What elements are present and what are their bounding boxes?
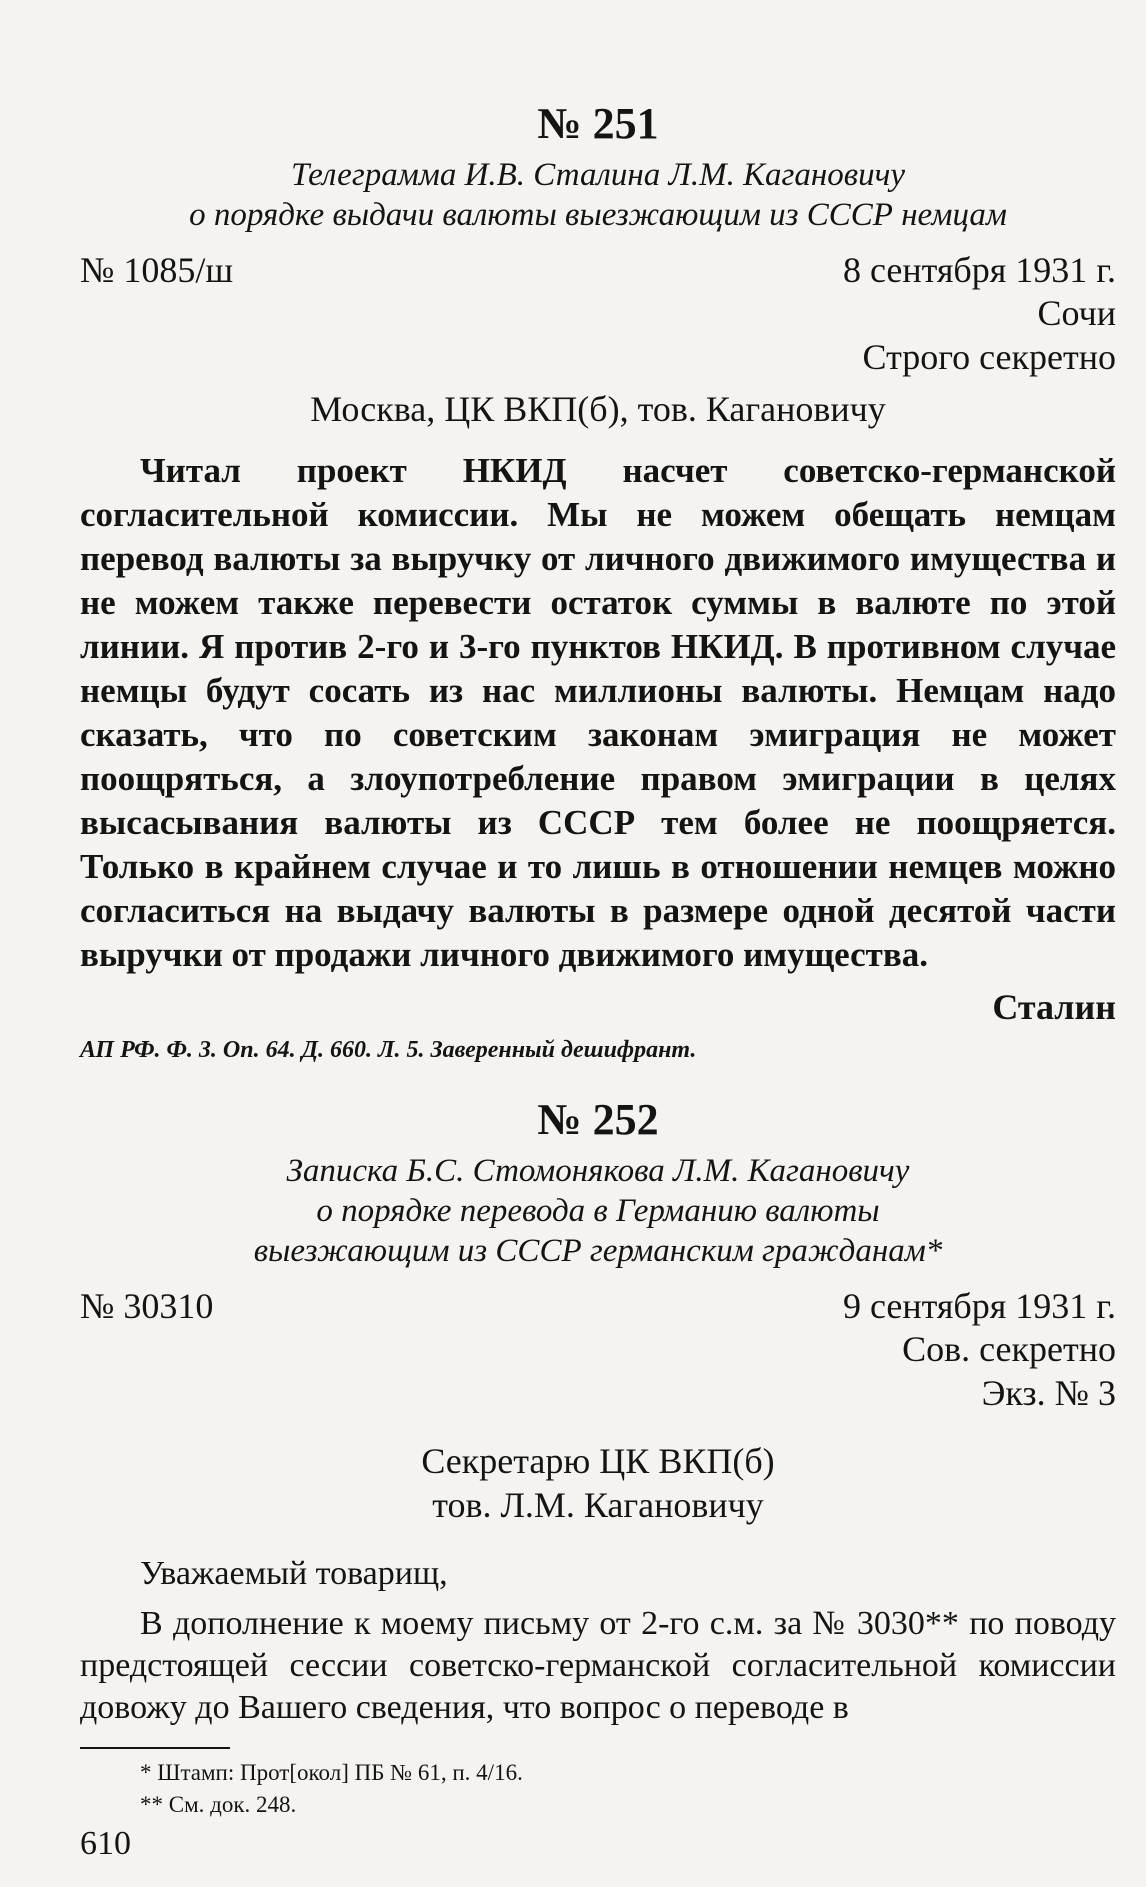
doc-ref: № 30310 — [80, 1286, 214, 1326]
doc-signature: Сталин — [992, 987, 1116, 1027]
doc-addressee-line: Секретарю ЦК ВКП(б) — [421, 1441, 775, 1481]
page-number: 610 — [80, 1825, 131, 1862]
doc-addressee: Москва, ЦК ВКП(б), тов. Кагановичу — [310, 389, 886, 429]
doc-text: В дополнение к моему письму от 2-го с.м. за № 3030** по поводу предстоящей сессии советско-германской согласительной комиссии довожу до Вашего сведения, что вопрос о переводе в — [80, 1605, 1116, 1726]
document-page — [80, 80, 1116, 1860]
ref-date-row — [80, 249, 1116, 291]
doc-classification: Строго секретно — [862, 337, 1116, 377]
doc-number: № 251 — [537, 99, 659, 148]
doc-title-line: выезжающим из СССР германским гражданам* — [253, 1233, 943, 1269]
doc-date: 9 сентября 1931 г. — [842, 1286, 1116, 1326]
doc-number: № 252 — [537, 1095, 659, 1144]
doc-addressee-line: тов. Л.М. Кагановичу — [432, 1485, 764, 1525]
footnote: ** См. док. 248. — [140, 1792, 297, 1817]
doc-salutation: Уважаемый товарищ, — [140, 1555, 448, 1592]
doc-classification: Сов. секретно — [902, 1329, 1116, 1369]
doc-title-line: Записка Б.С. Стомонякова Л.М. Кагановичу — [286, 1153, 910, 1189]
doc-title-line: Телеграмма И.В. Сталина Л.М. Кагановичу — [290, 157, 905, 193]
doc-place: Сочи — [1037, 293, 1116, 333]
doc-title-line: о порядке перевода в Германию валюты — [316, 1193, 880, 1229]
document-252 — [80, 1094, 1116, 1729]
footnote: * Штамп: Прот[окол] ПБ № 61, п. 4/16. — [140, 1760, 523, 1785]
doc-text: Читал проект НКИД насчет советско-германской согласительной комиссии. Мы не можем обещать немцам перевод валюты за выручку от личного движимого имущества и не можем также перевести остаток суммы в валюте по этой линии. Я против 2-го и 3-го пунктов НКИД. В противном случае немцы будут сосать из нас миллионы валюты. Немцам надо сказать, что по советским законам эмиграция не может поощряться, а злоупотребление правом эмиграции в целях высасывания валюты из СССР тем более не поощряется. Только в крайнем случае и то лишь в отношении немцев можно согласиться на выдачу валюты в размере одной десятой части выручки от продажи личного движимого имущества. — [80, 451, 1116, 974]
footnote-divider — [80, 1747, 230, 1749]
document-251 — [80, 98, 1116, 1064]
doc-title-line: о порядке выдачи валюты выезжающим из СССР немцам — [189, 197, 1007, 233]
doc-copy-number: Экз. № 3 — [981, 1373, 1116, 1413]
doc-source: АП РФ. Ф. 3. Оп. 64. Д. 660. Л. 5. Заверенный дешифрант. — [80, 1037, 697, 1063]
ref-date-row — [80, 1285, 1116, 1327]
doc-date: 8 сентября 1931 г. — [842, 250, 1116, 290]
doc-ref: № 1085/ш — [80, 250, 234, 290]
